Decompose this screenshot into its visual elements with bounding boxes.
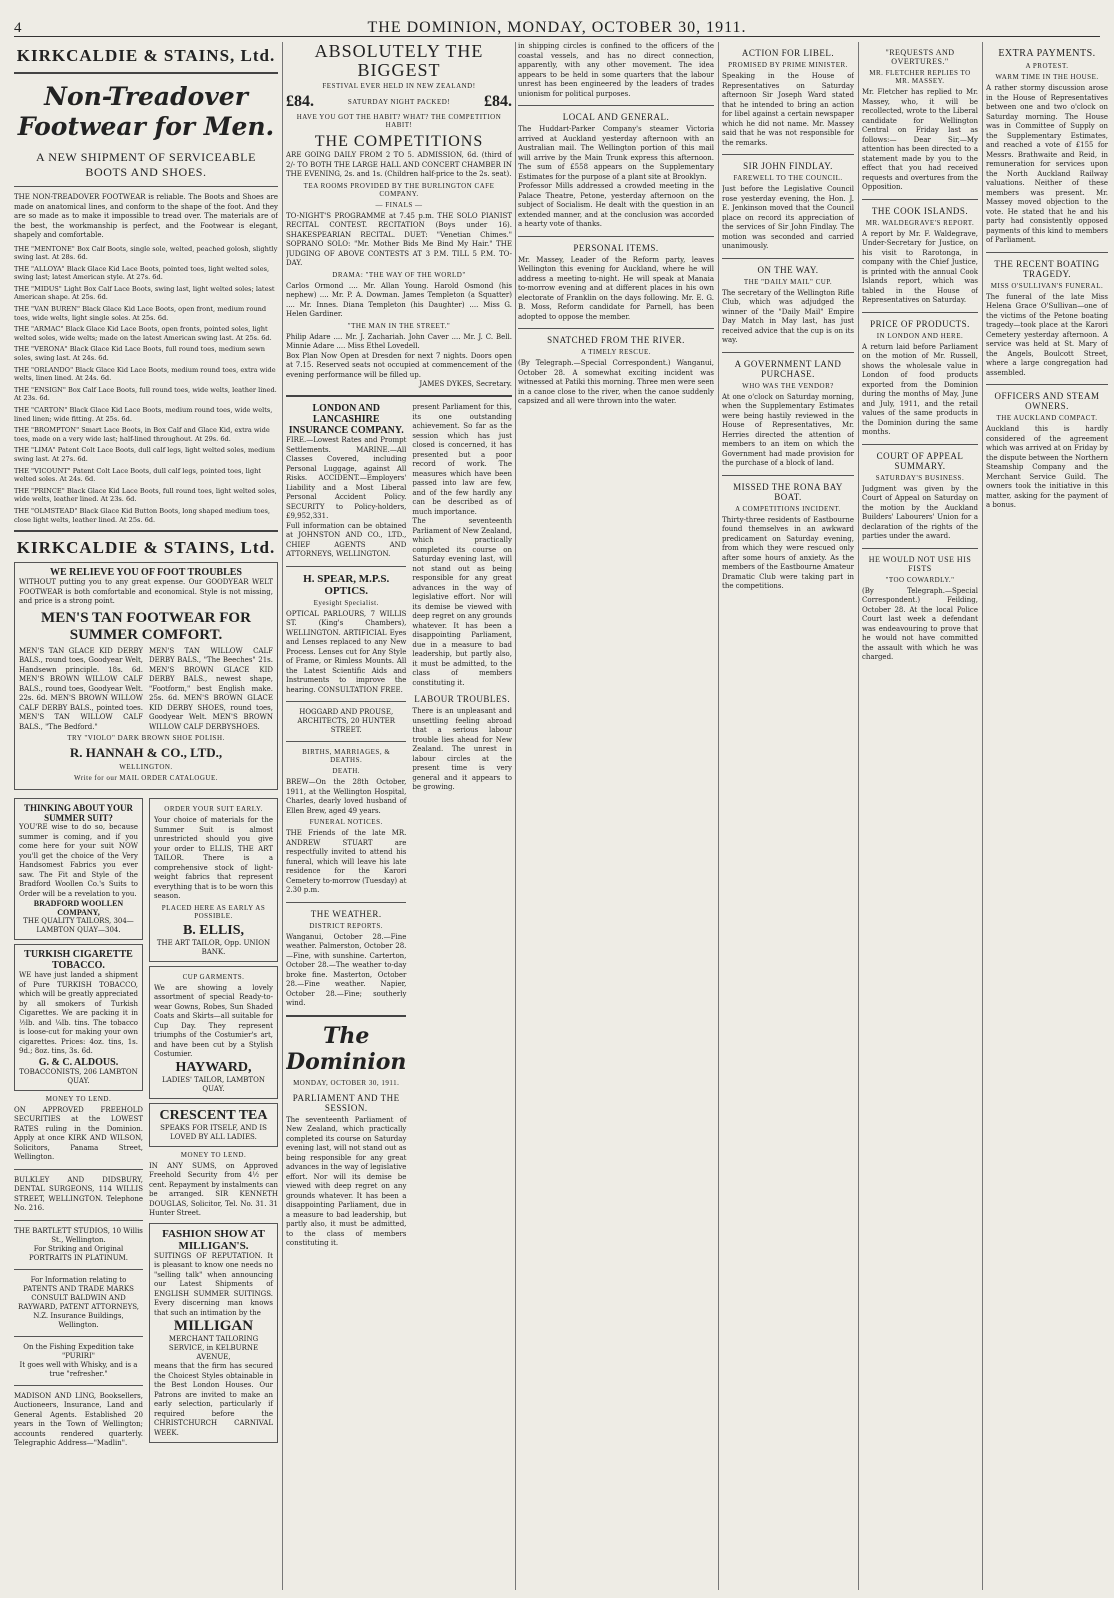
local-text-2: Professor Mills addressed a crowded meeting in the Palace Theatre, Petone, yesterday afternoon on the subject of Socialism. He dealt with the question in an extended manner, and at the conclusion was accorded a hearty vote of thanks.: [518, 182, 714, 228]
ad-grid: [14, 794, 278, 1449]
editorial-date: MONDAY, OCTOBER 30, 1911.: [293, 1078, 400, 1087]
money1-text: ON APPROVED FREEHOLD SECURITIES at the LOWEST RATES ruling in the Dominion. Apply at once KIRK AND WILSON, Solicitors, Panama Street, Wellington.: [14, 1105, 143, 1162]
shoe-item: THE "VAN BUREN" Black Glace Kid Lace Boots, open front, medium round toes, wide welts, light single soles. At 25s. 6d.: [14, 305, 267, 322]
tea-line: TEA ROOMS PROVIDED BY THE BURLINGTON CAFE COMPANY.: [303, 181, 495, 198]
divider: [518, 236, 714, 237]
column-advertisements: [14, 42, 278, 1590]
tan-left: MEN'S TAN GLACE KID DERBY BALS., round toes, Goodyear Welt, Handsewn principle. 18s. 6d. MEN'S BROWN WILLOW CALF BALS., round toes, Goodyear Welt. 22s. 6d. MEN'S BROWN WILLOW CALF DERBY BALS., pointed toes. MEN'S TAN WILLOW CALF BALS., "The Bedford.": [19, 646, 143, 731]
hayward-name: HAYWARD,: [175, 1059, 252, 1075]
divider: [14, 1336, 143, 1337]
rona-text: Thirty-three residents of Eastbourne found themselves in an awkward predicament on Saturday evening, from which they were rescued only after some hours of anxiety. As the members of the Eastbourne Amateur Dramatic Club were taking part in the competitions.: [722, 515, 854, 590]
onway-heading: ON THE WAY.: [757, 264, 819, 275]
appeal-text: Judgment was given by the Court of Appeal on Saturday on the motion by the Auckland Builders' Labourers' Union for a declaration of the rights of the parties under the award.: [862, 484, 978, 540]
money2-text: IN ANY SUMS, on Approved Freehold Security from 4½ per cent. Repayment by instalments can be arranged. SIR KENNETH DOUGLAS, Solicitor, Tel. No. 31. 31 Hunter Street.: [149, 1161, 278, 1218]
puriri-sub: It goes well with Whisky, and is a true "refresher.": [19, 1360, 138, 1378]
personal-heading: PERSONAL ITEMS.: [573, 242, 659, 253]
shoe-item: THE "VERONA" Black Glace Kid Lace Boots, full round toes, medium sewn soles, swing last. At 24s. 6d.: [14, 345, 266, 363]
puriri-heading: On the Fishing Expedition take "PURIRI": [23, 1342, 134, 1360]
labour-heading: LABOUR TROUBLES.: [414, 694, 511, 704]
shoe-item: THE "CARTON" Black Glace Kid Lace Boots, medium round toes, wide welts, lined linen; wide fitting. At 25s. 6d.: [14, 406, 273, 423]
shoe-item: THE "OLMSTEAD" Black Glace Kid Button Boots, long shaped medium toes, close light welts, leather lined. At 25s. 6d.: [14, 506, 270, 524]
bartlett-heading: THE BARTLETT STUDIOS, 10 Willis St., Wellington.: [14, 1226, 143, 1244]
officers-text: Auckland this is hardly considered of the agreement which was arrived at on Friday by the dispute between the Northern Steamship Company and the Merchant Service Guild. The owners took the initiative in this matter, asking for the payment of a bonus.: [986, 425, 1108, 509]
extra-text: A rather stormy discussion arose in the House of Representatives between one and two o'clock on Saturday morning. The House was in Committee of Supply on the Supplementary Estimates, and reached a vote of £155 for Messrs. Brathwaite and Reid, in remuneration for services upon the North Auckland Railway valuations. Neither of these members was present. Mr. Massey moved objection to the vote. He stated that he and his party had consistently opposed payments of this kind to members of Parliament.: [986, 84, 1108, 244]
garments-heading: CUP GARMENTS.: [182, 972, 245, 981]
snatched-heading: SNATCHED FROM THE RIVER.: [547, 335, 685, 345]
libel-heading: ACTION FOR LIBEL.: [741, 48, 835, 58]
local-text: The Huddart-Parker Company's steamer Victoria arrived at Auckland yesterday afternoon with an Australian mail. The Wellington portion of this mail will arrive by the Main Trunk express this afternoon. The sum of £558 appears on the Supplementary Estimates for the purpose of a plant site at Brooklyn.: [518, 125, 714, 181]
officers-sub: THE AUCKLAND COMPACT.: [996, 414, 1098, 422]
bradford-ad: [14, 798, 143, 940]
price-text: A return laid before Parliament on the motion of Mr. Russell, shows the wholesale value in London of food products exported from the Dominion during the months of May, June and July, 1911, and the retail values of the same products in the Dominion during the same months.: [862, 342, 978, 436]
tan-list: [19, 647, 273, 733]
boating-sub: MISS O'SULLIVAN'S FUNERAL.: [990, 281, 1104, 290]
page-number: 4: [14, 20, 22, 36]
divider: [862, 444, 978, 445]
column-divider: [858, 42, 859, 1590]
saturday-line: SATURDAY NIGHT PACKED!: [347, 97, 451, 106]
fists-sub: "TOO COWARDLY.": [885, 575, 955, 584]
masthead: [14, 20, 1100, 37]
column-divider: [515, 42, 516, 1590]
extra-sub: A PROTEST.: [1025, 62, 1069, 70]
shipment-heading: A NEW SHIPMENT OF SERVICEABLE BOOTS AND SHOES.: [35, 150, 256, 179]
appeal-sub: SATURDAY'S BUSINESS.: [875, 473, 965, 482]
weather-text: Wanganui, October 28.—Fine weather. Palmerston, October 28.—Fine, with sunshine. Carterton, October 28.—The weather to-day broke fine. Masterton, October 28.—Fine weather. Napier, October 28.—Fine; southerly wind.: [286, 932, 407, 1007]
divider: [14, 72, 278, 74]
divider: [722, 475, 854, 476]
divider: [286, 395, 512, 397]
ellis-sub: THE ART TAILOR, Opp. UNION BANK.: [156, 938, 271, 956]
hayward-sub: LADIES' TAILOR, LAMBTON QUAY.: [162, 1075, 265, 1093]
boating-heading: THE RECENT BOATING TRAGEDY.: [994, 258, 1100, 279]
divider: [722, 258, 854, 259]
divider: [14, 1269, 143, 1270]
funeral-text: THE Friends of the late MR. ANDREW STUART are respectfully invited to attend his funeral, which will leave his late residence for the Karori Cemetery to-morrow (Tuesday) at 2.30 p.m.: [286, 829, 407, 894]
local-heading: LOCAL AND GENERAL.: [562, 112, 670, 122]
cook-text: A report by Mr. F. Waldegrave, Under-Secretary for Justice, on his visit to Rarotonga, in company with the Chief Justice, is printed with the annual Cook Islands report, which was tabled in the House of Representatives on Saturday.: [862, 229, 978, 304]
births-heading: BIRTHS, MARRIAGES, & DEATHS.: [302, 748, 391, 764]
officers-heading: OFFICERS AND STEAM OWNERS.: [994, 391, 1100, 411]
prize-left: £84.: [286, 93, 314, 110]
crescent-name: CRESCENT TEA: [159, 1107, 268, 1123]
requests-text: Mr. Fletcher has replied to Mr. Massey, who, it will be recollected, wrote to the Liberal candidate for Wellington Central on Friday last as follows:— Dear Sir,—My attention has been directed to a statement made by you to the effect that you had received requests and overtures from the Opposition.: [862, 88, 978, 191]
aldous-name: G. & C. ALDOUS.: [38, 1056, 119, 1068]
relieve-heading: WE RELIEVE YOU OF FOOT TROUBLES: [50, 567, 242, 579]
cook-heading: THE COOK ISLANDS.: [871, 205, 969, 216]
snatched-sub: A TIMELY RESCUE.: [580, 348, 652, 356]
divider: [862, 548, 978, 549]
drama2-heading: "THE MAN IN THE STREET.": [347, 321, 451, 330]
shoe-item: THE "ARMAC" Black Glace Kid Lace Boots, open fronts, pointed soles, light welted soles, wide welts; made on the latest American swing last. At 25s. 6d.: [14, 325, 272, 342]
money2-heading: MONEY TO LEND.: [180, 1150, 247, 1159]
prize-right: £84.: [484, 93, 512, 110]
extra-sub-2: WARM TIME IN THE HOUSE.: [995, 73, 1099, 81]
shoe-item: THE "MENTONE" Box Calf Boots, single sole, welted, peached golosh, slightly swing last. At 28s. 6d.: [14, 244, 278, 262]
extra-heading: EXTRA PAYMENTS.: [998, 48, 1096, 59]
absolutely-heading: ABSOLUTELY THE BIGGEST: [314, 42, 484, 80]
thinking-heading: THINKING ABOUT YOUR SUMMER SUIT?: [23, 803, 134, 824]
shoe-item: THE "LIMA" Patent Colt Lace Boots, dull calf legs, light welted soles, medium swing last. At 27s. 6d.: [14, 446, 275, 463]
boating-text: The funeral of the late Miss Helena Grace O'Sullivan—one of the victims of the Petone boating tragedy—took place at the Karori Cemetery yesterday afternoon. A service was held at St. Mary of the Angels, Boulcott Street, where a large congregation had assembled.: [986, 292, 1108, 377]
spear-sub: Eyesight Specialist.: [313, 598, 379, 607]
turkish-heading: TURKISH CIGARETTE TOBACCO.: [24, 949, 133, 972]
fashion-heading: FASHION SHOW AT MILLIGAN'S.: [162, 1227, 265, 1252]
patents-text: For Information relating to PATENTS AND TRADE MARKS CONSULT BALDWIN AND RAYWARD, PATENT ATTORNEYS, N.Z. Insurance Buildings, Wellington.: [18, 1275, 139, 1329]
milligan-sub: MERCHANT TAILORING SERVICE, in KELBURNE AVENUE,: [168, 1335, 259, 1362]
madison-text: MADISON AND LING, Booksellers, Auctioneers, Insurance, Land and General Agents. Established 20 years in the Town of Wellington; accounts rendered quarterly. Telegraphic Address—"Madlin".: [14, 1391, 143, 1448]
column-news-4: [986, 42, 1108, 1590]
appeal-heading: COURT OF APPEAL SUMMARY.: [876, 450, 964, 471]
govland-text: At one o'clock on Saturday morning, when the Supplementary Estimates were being hastily reviewed in the House of Representatives, Mr. Herries directed the attention of members to an item on which the Government had made provision for the purchase of a block of land.: [722, 392, 854, 467]
prize-row: [286, 93, 512, 111]
divider: [14, 1385, 143, 1386]
ellis-name: B. ELLIS,: [182, 922, 245, 938]
divider: [722, 352, 854, 353]
tan-right: MEN'S TAN WILLOW CALF DERBY BALS., "The Beeches" 21s. MEN'S BROWN GLACE KID DERBY BALS., newest shape, "Footform," best English make. 25s. 6d. MEN'S BROWN GLACE KID DERBY SHOES, round toes, Goodyear Welt. MEN'S BROWN WILLOW CALF DERBYSHOES.: [149, 646, 273, 731]
findlay-heading: SIR JOHN FINDLAY.: [743, 161, 833, 171]
personal-text: Mr. Massey, Leader of the Reform party, leaves Wellington this evening for Auckland, where he will address a meeting to-night. He will speak at Manaia to-morrow evening and at different places in his own electorate of Franklin on the days following. Mr. E. G. B. Moss, Reform candidate for Parnell, has been adopted to oppose the member.: [518, 255, 714, 321]
habit-line: HAVE YOU GOT THE HABIT? WHAT? THE COMPETITION HABIT!: [296, 113, 502, 129]
findlay-text: Just before the Legislative Council rose yesterday evening, the Hon. J. E. Jenkinson moved that the Council place on record its appreciation of the services of Sir John Findlay. The motion was seconded and carried unanimously.: [722, 185, 854, 250]
divider: [286, 902, 406, 903]
dominion-nameplate: The Dominion: [286, 1022, 407, 1075]
snatched-text: (By Telegraph.—Special Correspondent.) Wanganui, October 28. A somewhat exciting incident was witnessed at Patiki this morning. Three men were seen in a canoe close to the river, when the canoe suddenly capsized and all were thrown into the water.: [518, 359, 714, 405]
divider: [14, 1220, 143, 1221]
london-agents: Full information can be obtained at JOHNSTON AND CO., LTD., CHIEF AGENTS AND ATTORNEYS, WELLINGTON.: [286, 521, 407, 558]
shoe-item: THE "MIDUS" Light Box Calf Lace Boots, swing last, light welted soles; latest American shape. At 25s. 6d.: [14, 284, 275, 302]
programme-text: TO-NIGHT'S PROGRAMME at 7.45 p.m. THE SOLO PIANIST RECITAL CONTEST. RECITATION (Boys under 16). SHAKESPEARIAN RECITAL. DUET: "Venetian Chimes." SOPRANO SOLO: "Mr. Mother Bids Me Bind My Hair." THE JUDGING OF ABOVE CONTESTS AT 3 P.M. TILL 5 P.M. TO-DAY.: [286, 211, 512, 267]
thinking-text: YOU'RE wise to do so, because summer is coming, and if you come here for your suit NOW you'll get the choice of the Very Handsomest Fabrics you ever saw. The Fit and Style of the Bradford Woollen Co.'s Suits to Order will be a revelation to you.: [19, 823, 138, 898]
hannah-ad: [14, 562, 278, 790]
labour-text: There is an unpleasant and unsettling feeling abroad that a serious labour trouble lies ahead for New Zealand. The unrest in labour circles at the present time is very general and it appears to be growing.: [412, 707, 512, 791]
order-heading: ORDER YOUR SUIT EARLY.: [164, 805, 263, 814]
competitions-text: ARE GOING DAILY FROM 2 TO 5. ADMISSION, 6d. (third of 2/- TO BOTH THE LARGE HALL AND CONCERT CHAMBER IN THE EVENING, 2s. and 1s. (Children half-price to the 2s. seat).: [286, 151, 512, 178]
col2-right: [412, 403, 512, 1249]
col2-split: [286, 403, 512, 1249]
mens-tan-heading: MEN'S TAN FOOTWEAR FOR SUMMER COMFORT.: [41, 609, 251, 643]
column-divider: [282, 42, 283, 1590]
order-text: Your choice of materials for the Summer Suit is almost unrestricted should you give your order to ELLIS, THE ART TAILOR. There is a comprehensive stock of light-weight fabrics that represent everything that is to be worn this season.: [154, 816, 273, 901]
weather-sub: DISTRICT REPORTS.: [309, 921, 384, 930]
divider: [986, 252, 1108, 253]
libel-sub: PROMISED BY PRIME MINISTER.: [728, 61, 848, 69]
ellis-ad: [149, 798, 278, 962]
kirkcaldie-heading: KIRKCALDIE & STAINS, Ltd.: [16, 46, 276, 65]
funeral-heading: FUNERAL NOTICES.: [309, 818, 383, 826]
column-news-1: [518, 42, 714, 1590]
findlay-sub: FAREWELL TO THE COUNCIL.: [733, 174, 843, 182]
price-sub: IN LONDON AND HERE.: [876, 331, 964, 340]
cook-sub: MR. WALDEGRAVE'S REPORT.: [865, 218, 975, 227]
divider: [286, 701, 406, 702]
ad-col-right: [149, 794, 278, 1449]
festival-line: FESTIVAL EVER HELD IN NEW ZEALAND!: [322, 82, 476, 90]
editorial-continued: present Parliament for this, its one outstanding achievement. So far as the session which has just closed is concerned, it has presented but a poor record of work. The measures which have been passed into law are few, and of the few hardly any can be described as of much importance.: [412, 403, 512, 516]
drama-heading: DRAMA: "THE WAY OF THE WORLD": [332, 270, 466, 279]
divider: [14, 1169, 143, 1170]
shoe-item: THE "BROMPTON" Smart Lace Boots, in Box Calf and Glace Kid, extra wide toes, made on a very wide last; half-lined throughout. At 29s. 6d.: [14, 426, 270, 443]
fists-heading: HE WOULD NOT USE HIS FISTS: [868, 554, 972, 573]
weather-heading: THE WEATHER.: [310, 908, 382, 919]
masthead-title: THE DOMINION, MONDAY, OCTOBER 30, 1911.: [367, 19, 747, 36]
fists-text: (By Telegraph.—Special Correspondent.) Feilding, October 28. At the local Police Court last week a defendant was endeavouring to prove that he would not have committed the assault with which he was charged.: [862, 586, 978, 661]
shoe-item: THE "PRINCE" Black Glace Kid Lace Boots, full round toes, light welted soles, wide welts, leather lined. At 23s. 6d.: [14, 486, 277, 504]
rona-heading: MISSED THE RONA BAY BOAT.: [733, 481, 843, 502]
column-divider: [718, 42, 719, 1590]
competitions-heading: THE COMPETITIONS: [314, 133, 484, 150]
kirkcaldie-heading-2: KIRKCALDIE & STAINS, Ltd.: [16, 538, 276, 558]
divider: [986, 384, 1108, 385]
govland-sub: WHO WAS THE VENDOR?: [742, 381, 834, 390]
death-text: BREW—On the 28th October, 1911, at the Wellington Hospital, Charles, dearly loved husband of Ellen Brew, aged 49 years.: [286, 778, 407, 815]
london-text: FIRE.—Lowest Rates and Prompt Settlements. MARINE.—All Classes Covered, including Personal Luggage, against All Risks. ACCIDENT.—Employers' Liability and a Most Liberal Personal Accident Policy. SECURITY to Policy-holders, £9,952,331.: [286, 436, 407, 520]
relieve-text: WITHOUT putting you to any great expense. Our GOODYEAR WELT FOOTWEAR is both comfortable and economical. Style is not missing, and price is a strong point.: [19, 578, 273, 606]
shipping-text: in shipping circles is confined to the officers of the coastal vessels, and has no direct connection, apparently, with any other movement. The idea appears to be held in some quarters that the labour unrest has been engineered by the leaders of trades unionism for political purposes.: [518, 42, 714, 98]
spear-heading: H. SPEAR, M.P.S. OPTICS.: [303, 572, 390, 597]
requests-heading: "REQUESTS AND OVERTURES.": [885, 48, 955, 66]
bradford-sub: THE QUALITY TAILORS, 304—LAMBTON QUAY—304.: [23, 917, 134, 935]
bradford-name: BRADFORD WOOLLEN COMPANY,: [33, 899, 124, 918]
milligan-text: means that the firm has secured the Choicest Styles obtainable in the Best London Houses. Our Patrons are invited to make an early selection, particularly if required before the CHRISTCHURCH CARNIVAL WEEK.: [154, 1362, 273, 1437]
rona-sub: A COMPETITIONS INCIDENT.: [735, 504, 841, 513]
hoggard-text: HOGGARD AND PROUSE, ARCHITECTS, 20 HUNTER STREET.: [297, 708, 396, 734]
london-heading: LONDON AND LANCASHIRE INSURANCE COMPANY.: [288, 403, 404, 436]
divider: [286, 566, 406, 567]
col2-left: [286, 403, 406, 1249]
milligan-ad: [149, 1223, 278, 1444]
hannah-name: R. HANNAH & CO., LTD.,: [69, 745, 223, 761]
govland-heading: A GOVERNMENT LAND PURCHASE.: [734, 358, 842, 379]
aldous-sub: TOBACCONISTS, 206 LAMBTON QUAY.: [19, 1067, 138, 1085]
turkish-text: WE have just landed a shipment of Pure TURKISH TOBACCO, which will be greatly appreciated by all smokers of Turkish Cigarettes. We are packing it in ½lb. and ¼lb. tins. The tobacco is loose-cut for making your own cigarettes. Prices: 4oz. tins, 1s. 9d.; 8oz. tins, 3s. 6d.: [19, 971, 138, 1056]
bulkley-text: BULKLEY AND DIDSBURY, DENTAL SURGEONS, 114 WILLIS STREET, WELLINGTON. Telephone No. 216.: [14, 1175, 143, 1213]
editorial-continued-2: The seventeenth Parliament of New Zealand, which practically completed its course on Saturday evening last, will not stand out as being responsible for any great advances in the way of legislative effort. Nor will its demise be viewed with deep regret on any grounds whatever. It has been a disappointing Parliament, due in a measure to bad leadership, but partly also, it must be admitted, to the class of members constituting it.: [412, 517, 512, 687]
divider: [14, 530, 278, 532]
cast2-text: Philip Adare .... Mr. J. Zachariah. John Caver .... Mr. J. C. Bell. Minnie Adare .... Miss Ethel Lovedell.: [286, 332, 512, 350]
non-treadover-heading: Non-Treadover Footwear for Men.: [17, 82, 275, 141]
divider: [14, 186, 278, 187]
fashion-text: SUITINGS OF REPUTATION. It is pleasant to know one needs no "selling talk" when announcing our Latest Shipments of ENGLISH SUMMER SUITINGS. Every discerning man knows that such an intimation by the: [154, 1251, 273, 1317]
milligan-name: MILLIGAN: [173, 1318, 254, 1335]
hannah-city: WELLINGTON.: [119, 763, 173, 772]
divider: [862, 199, 978, 200]
dailymail-text: The secretary of the Wellington Rifle Club, which was adjudged the winner of the "Daily Mail" Empire Day Match in May last, has just received advice that the cup is on its way.: [722, 288, 854, 344]
divider: [286, 741, 406, 742]
polish-line: TRY "VIOLO" DARK BROWN SHOE POLISH.: [67, 734, 225, 743]
parliament-text: The seventeenth Parliament of New Zealand, which practically completed its course on Saturday evening last, will not stand out as being responsible for any great advances in the way of legislative effort. Nor will its demise be viewed with deep regret on any grounds whatever. It has been a disappointing Parliament, due in a measure to bad leadership, but partly also, it must be admitted, to the class of members constituting it.: [286, 1115, 407, 1247]
doors-text: Box Plan Now Open at Dresden for next 7 nights. Doors open at 7.15. Reserved seats not occupied at commencement of the evening performance will be filled up.: [286, 351, 512, 379]
garments-text: We are showing a lovely assortment of special Ready-to-wear Gowns, Robes, Sun Shaded Coats and Skirts—all suitable for Cup Day. They represent triumphs of the Costumier's art, and have been cut by a Stylish Costumier.: [154, 983, 273, 1059]
money1-heading: MONEY TO LEND.: [45, 1094, 112, 1103]
shoe-item: THE "ENSIGN" Box Calf Lace Boots, full round toes, wide welts, leather lined. At 23s. 6d.: [14, 385, 277, 403]
crescent-ad: [149, 1103, 278, 1147]
requests-sub: MR. FLETCHER REPLIES TO MR. MASSEY.: [869, 69, 971, 85]
column-competitions-editorial: [286, 42, 512, 1590]
cast-text: Carlos Ormond .... Mr. Allan Young. Harold Osmond (his nephew) .... Mr. P. A. Dowman. James Templeton (a Squatter) .... Mr. Innes. Diana Templeton (his Daughter) .... Miss G. Helen Gardiner.: [286, 281, 512, 318]
hayward-ad: [149, 966, 278, 1099]
shoe-item: THE "ALLOYA" Black Glace Kid Lace Boots, pointed toes, light welted soles, swing last; latest American style. At 27s. 6d.: [14, 264, 270, 282]
aldous-ad: [14, 944, 143, 1091]
hannah-note: Write for our MAIL ORDER CATALOGUE.: [74, 774, 218, 783]
order-place: PLACED HERE AS EARLY AS POSSIBLE.: [161, 903, 266, 920]
finals-line: — FINALS —: [375, 200, 423, 209]
spear-text: OPTICAL PARLOURS, 7 WILLIS ST. (King's Chambers), WELLINGTON. ARTIFICIAL Eyes and Lenses replaced to any New Process. Lenses cut for Any Style of Frame, or Rimless Mounts. All the Latest Scientific Aids and Instruments to improve the hearing. CONSULTATION FREE.: [286, 609, 407, 694]
column-news-2: [722, 42, 854, 1590]
divider: [518, 328, 714, 329]
ad-col-left: [14, 794, 143, 1449]
shoe-list: [14, 245, 278, 525]
death-heading: DEATH.: [332, 767, 361, 775]
column-news-3: [862, 42, 978, 1590]
dailymail-sub: THE "DAILY MAIL" CUP.: [743, 277, 833, 286]
crescent-sub: SPEAKS FOR ITSELF, AND IS LOVED BY ALL LADIES.: [160, 1123, 267, 1141]
shoe-item: THE "VICOUNT" Patent Colt Lace Boots, dull calf legs, pointed toes, light welted soles. At 24s. 6d.: [14, 466, 261, 484]
intro-text: THE NON-TREADOVER FOOTWEAR is reliable. The Boots and Shoes are made on anatomical lines, and conform to the shape of the foot. And they are so made as to make it impossible to tread over. The materials are of the best, the workmanship is perfect, and the Footwear is elegant, shapely and comfortable.: [14, 193, 278, 239]
divider: [722, 154, 854, 155]
dykes-sign: JAMES DYKES, Secretary.: [419, 380, 512, 388]
bartlett-sub: For Striking and Original PORTRAITS IN PLATINUM.: [28, 1244, 129, 1262]
divider: [518, 105, 714, 106]
price-heading: PRICE OF PRODUCTS.: [870, 318, 970, 329]
column-divider: [982, 42, 983, 1590]
divider: [286, 1015, 406, 1017]
parliament-heading: PARLIAMENT AND THE SESSION.: [292, 1092, 400, 1113]
libel-text: Speaking in the House of Representatives on Saturday afternoon Sir Joseph Ward stated that he intended to bring an action for libel against a certain newspaper which he did not name. Mr. Massey said that he was not responsible for the remarks.: [722, 72, 854, 147]
shoe-item: THE "ORLANDO" Black Glace Kid Lace Boots, medium round toes, extra wide welts, linen lined. At 24s. 6d.: [14, 365, 276, 383]
divider: [862, 312, 978, 313]
